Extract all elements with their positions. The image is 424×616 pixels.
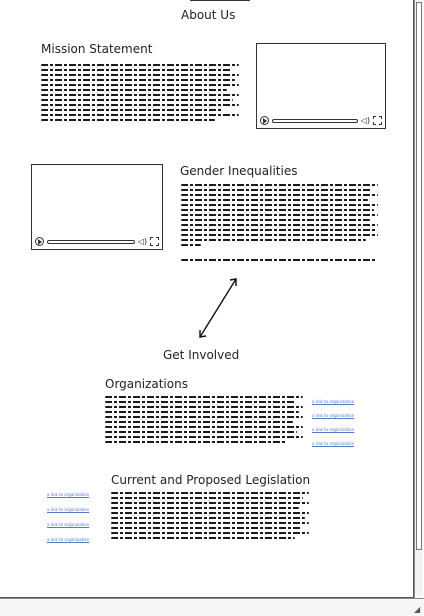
scrollbar-thumb[interactable] (416, 2, 422, 550)
organizations-title: Organizations (105, 377, 188, 391)
organizations-text (105, 396, 303, 446)
mission-statement-title: Mission Statement (41, 42, 153, 56)
legislation-link[interactable]: a link to organization (47, 522, 90, 527)
legislation-title: Current and Proposed Legislation (111, 473, 311, 487)
video-controls (260, 115, 382, 126)
gender-video-player[interactable] (31, 164, 163, 250)
resize-grip-icon[interactable]: ◢ (414, 605, 421, 614)
play-icon[interactable] (260, 116, 269, 125)
fullscreen-icon[interactable] (373, 116, 382, 125)
double-arrow-icon (195, 276, 241, 340)
legislation-link[interactable]: a link to organization (47, 537, 90, 542)
legislation-links (47, 492, 89, 542)
volume-icon[interactable]: ◁) (137, 237, 147, 246)
gender-text-2 (181, 259, 377, 264)
top-divider (190, 0, 250, 1)
video-controls (35, 236, 159, 247)
status-bar (0, 598, 424, 616)
about-us-title: About Us (181, 8, 236, 22)
organizations-links (312, 399, 354, 446)
organization-link[interactable]: a link to organization (312, 399, 355, 404)
video-progress-track[interactable] (47, 240, 135, 244)
legislation-link[interactable]: a link to organization (47, 507, 90, 512)
organization-link[interactable]: a link to organization (312, 427, 355, 432)
gender-text (181, 184, 378, 249)
legislation-link[interactable]: a link to organization (47, 492, 90, 497)
video-progress-track[interactable] (272, 119, 358, 123)
mission-text (41, 64, 239, 124)
play-icon[interactable] (35, 237, 44, 246)
fullscreen-icon[interactable] (150, 237, 159, 246)
organization-link[interactable]: a link to organization (312, 441, 355, 446)
vertical-scrollbar[interactable] (414, 0, 423, 598)
get-involved-title: Get Involved (163, 348, 240, 362)
legislation-text (111, 492, 309, 542)
volume-icon[interactable]: ◁) (360, 116, 370, 125)
organization-link[interactable]: a link to organization (312, 413, 355, 418)
gender-inequalities-title: Gender Inequalities (180, 164, 298, 178)
mission-video-player[interactable] (256, 43, 386, 129)
